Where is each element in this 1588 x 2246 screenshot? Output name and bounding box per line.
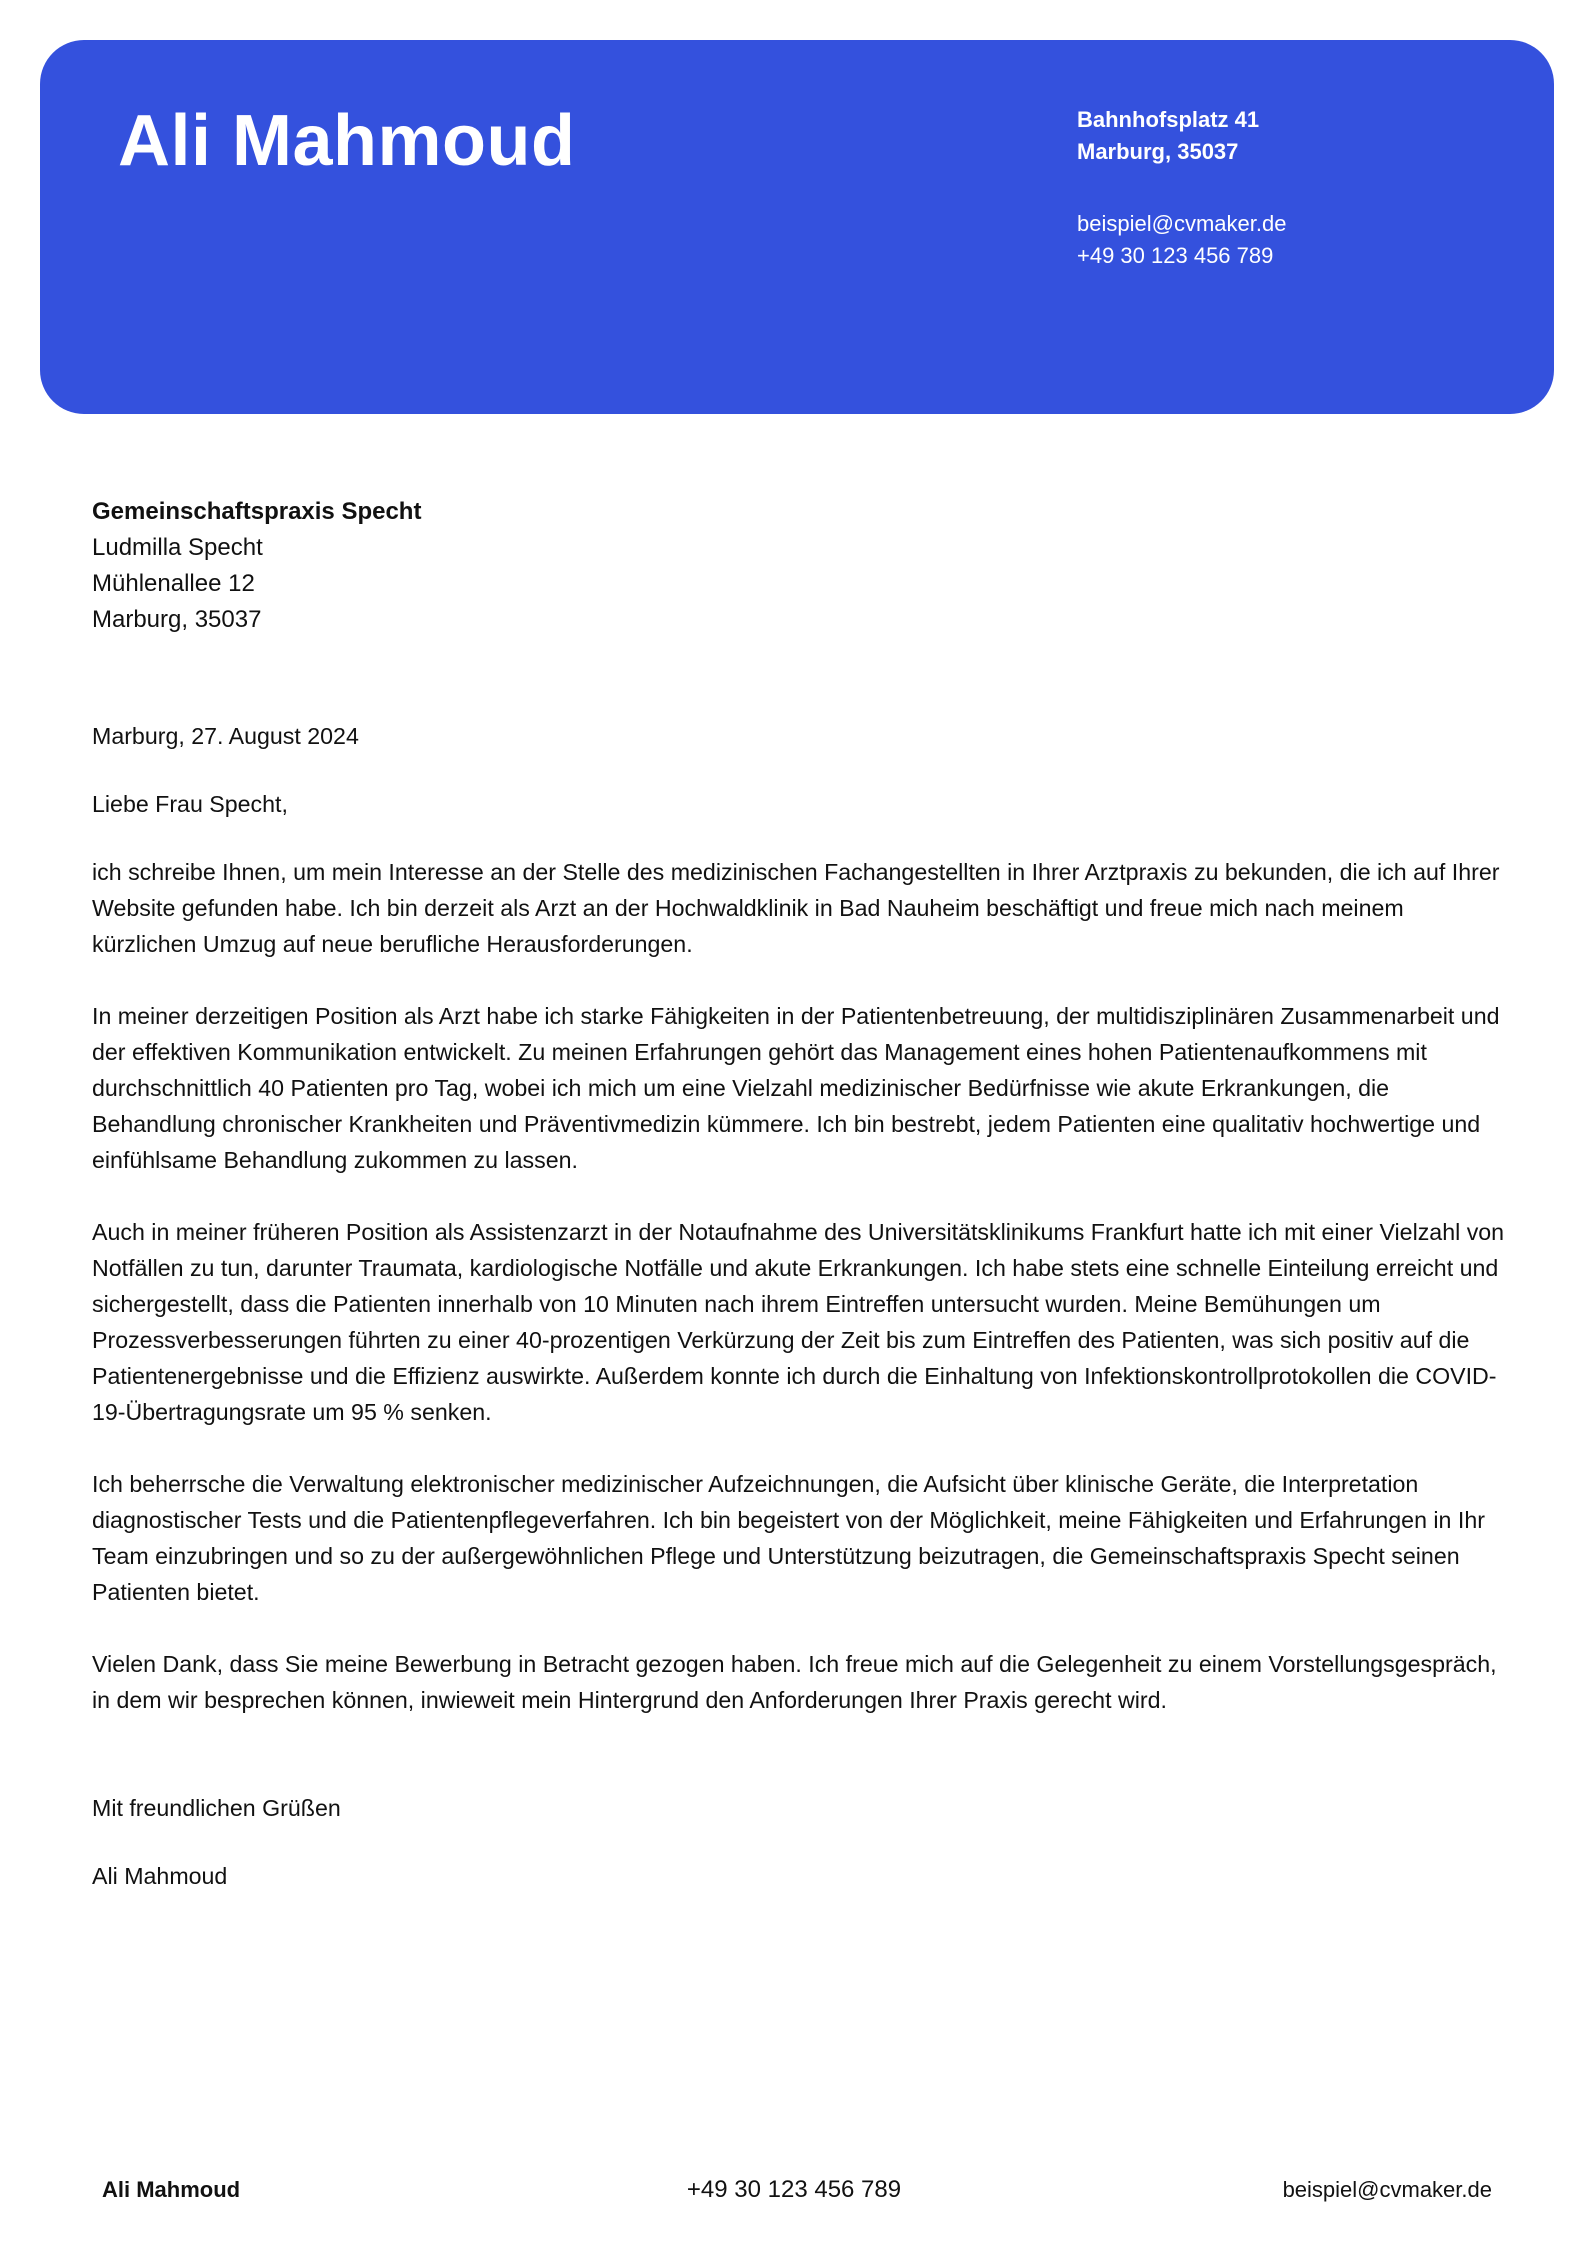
footer-phone[interactable]: +49 30 123 456 789 <box>686 2176 902 2203</box>
letter-paragraph-5: Vielen Dank, dass Sie meine Bewerbung in Betracht gezogen haben. Ich freue mich auf die Gelegenheit zu einem Vorstellungsgespräch, in dem wir besprechen können, inwieweit mein Hintergrund den Anforderungen Ihrer Praxis gerecht wird. <box>92 1651 1497 1713</box>
header-address-line2: Marburg, 35037 <box>1077 139 1239 164</box>
recipient-person: Ludmilla Specht <box>92 534 263 561</box>
recipient-city: Marburg, 35037 <box>92 606 262 633</box>
letter-paragraph-1: ich schreibe Ihnen, um mein Interesse an der Stelle des medizinischen Fachangestellten in Ihrer Arztpraxis zu bekunden, die ich auf Ihrer Website gefunden habe. Ich bin derzeit als Arzt an der Hochwaldklinik in Bad Nauheim beschäftigt und freue mich nach meinem kürzlichen Umzug auf neue berufliche Herausforderungen. <box>92 859 1500 957</box>
letter-salutation: Liebe Frau Specht, <box>92 791 288 817</box>
applicant-name: Ali Mahmoud <box>118 101 576 181</box>
header-phone[interactable]: +49 30 123 456 789 <box>1077 243 1274 268</box>
letter-body <box>92 718 1512 1930</box>
recipient-company: Gemeinschaftspraxis Specht <box>92 498 422 525</box>
letter-paragraph-4: Ich beherrsche die Verwaltung elektronischer medizinischer Aufzeichnungen, die Aufsicht über klinische Geräte, die Interpretation diagnostischer Tests und die Patientenpflegeverfahren. Ich bin begeistert von der Möglichkeit, meine Fähigkeiten und Erfahrungen in Ihr Team einzubringen und so zu der außergewöhnlichen Pflege und Unterstützung beizutragen, die Gemeinschaftspraxis Specht seinen Patienten bietet. <box>92 1471 1485 1605</box>
page-footer <box>0 2172 1588 2208</box>
footer-email[interactable]: beispiel@cvmaker.de <box>1282 2177 1492 2202</box>
recipient-street: Mühlenallee 12 <box>92 570 255 597</box>
header-email[interactable]: beispiel@cvmaker.de <box>1077 211 1287 236</box>
recipient-address <box>92 494 421 638</box>
letter-paragraph-2: In meiner derzeitigen Position als Arzt habe ich starke Fähigkeiten in der Patientenbetreuung, der multidisziplinären Zusammenarbeit und der effektiven Kommunikation entwickelt. Zu meinen Erfahrungen gehört das Management eines hohen Patientenaufkommens mit durchschnittlich 40 Patienten pro Tag, wobei ich mich um eine Vielzahl medizinischer Bedürfnisse wie akute Erkrankungen, die Behandlung chronischer Krankheiten und Präventivmedizin kümmere. Ich bin bestrebt, jedem Patienten eine qualitativ hochwertige und einfühlsame Behandlung zukommen zu lassen. <box>92 1003 1500 1173</box>
header-contact-block <box>1077 104 1286 272</box>
header-banner <box>40 40 1554 414</box>
header-address-line1: Bahnhofsplatz 41 <box>1077 107 1260 132</box>
letter-paragraph-3: Auch in meiner früheren Position als Assistenzarzt in der Notaufnahme des Universitätsklinikums Frankfurt hatte ich mit einer Vielzahl von Notfällen zu tun, darunter Traumata, kardiologische Notfälle und akute Erkrankungen. Ich habe stets eine schnelle Einteilung erreicht und sichergestellt, dass die Patienten innerhalb von 10 Minuten nach ihrem Eintreffen untersucht wurden. Meine Bemühungen um Prozessverbesserungen führten zu einer 40-prozentigen Verkürzung der Zeit bis zum Eintreffen des Patienten, was sich positiv auf die Patientenergebnisse und die Effizienz auswirkte. Außerdem konnte ich durch die Einhaltung von Infektionskontrollprotokollen die COVID-19-Übertragungsrate um 95 % senken. <box>92 1219 1505 1425</box>
letter-date: Marburg, 27. August 2024 <box>92 723 359 749</box>
letter-signature: Ali Mahmoud <box>92 1863 228 1889</box>
footer-name: Ali Mahmoud <box>102 2177 241 2202</box>
header-contact-spacer <box>1077 168 1286 208</box>
letter-closing: Mit freundlichen Grüßen <box>92 1795 341 1821</box>
